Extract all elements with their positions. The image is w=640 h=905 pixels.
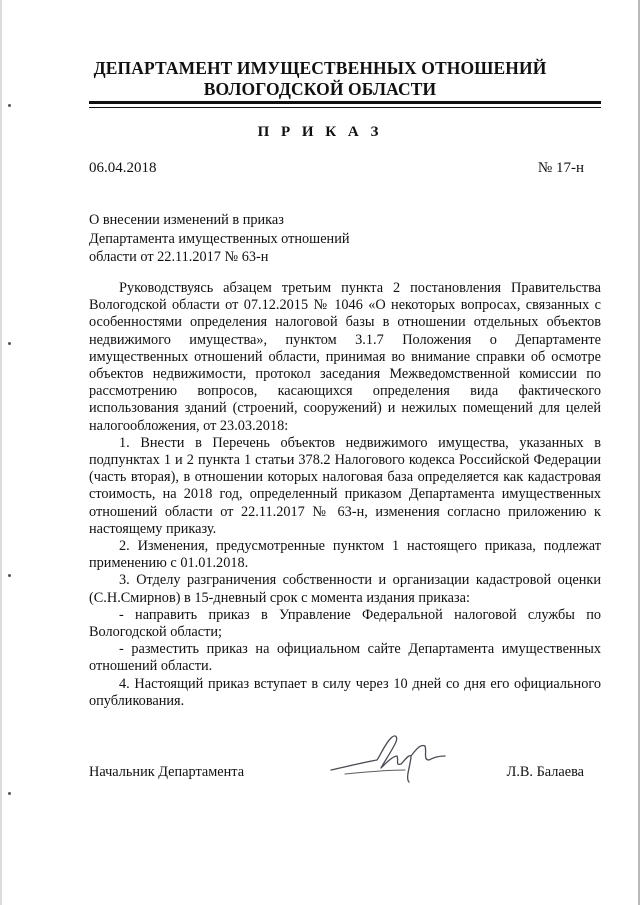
scan-mark xyxy=(8,574,11,577)
department-header xyxy=(0,58,640,100)
preamble-paragraph: Руководствуясь абзацем третьим пункта 2 постановления Правительства Вологодской области от 07.12.2015 № 1046 «О некоторых вопросах, связанных с особенностями определения налоговой базы в отношении отдельных объектов недвижимого имущества», пунктом 3.1.7 Положения о Департаменте имущественных отношений области, принимая во внимание справки об осмотре объектов недвижимости, протокол заседания Межведомственной комиссии по рассмотрению вопросов, касающихся определения вида фактического использования зданий (строений, сооружений) и нежилых помещений для целей налогообложения, от 23.03.2018: xyxy=(89,280,601,434)
header-line-1: ДЕПАРТАМЕНТ ИМУЩЕСТВЕННЫХ ОТНОШЕНИЙ xyxy=(93,58,547,78)
scan-mark xyxy=(8,792,11,795)
handwritten-signature xyxy=(325,726,465,786)
item-2-paragraph: 2. Изменения, предусмотренные пунктом 1 настоящего приказа, подлежат применению с 01.01.2018. xyxy=(89,538,601,572)
document-date: 06.04.2018 xyxy=(89,160,157,176)
item-3-subitem: - разместить приказ на официальном сайте Департамента имущественных отношений области. xyxy=(89,641,601,675)
signatory-name: Л.В. Балаева xyxy=(506,764,584,780)
header-line-2: ВОЛОГОДСКОЙ ОБЛАСТИ xyxy=(203,79,437,99)
signatory-position: Начальник Департамента xyxy=(89,764,245,780)
item-1-paragraph: 1. Внести в Перечень объектов недвижимого имущества, указанных в подпунктах 1 и 2 пункта 1 статьи 378.2 Налогового кодекса Российской Федерации (часть вторая), в отношении которых налоговая база определяется как кадастровая стоимость, на 2018 год, определенный приказом Департамента имущественных отношений области от 22.11.2017 № 63-н, изменения согласно приложению к настоящему приказу. xyxy=(89,434,601,537)
item-3-subitem: - направить приказ в Управление Федеральной налоговой службы по Вологодской области; xyxy=(89,606,601,641)
item-3-paragraph: 3. Отделу разграничения собственности и организации кадастровой оценки (С.Н.Смирнов) в 15-дневный срок с момента издания приказа: xyxy=(89,572,601,606)
subject-line: О внесении изменений в приказ xyxy=(89,212,284,228)
header-rule-thick xyxy=(89,101,601,104)
header-rule-thin xyxy=(89,107,601,108)
document-body xyxy=(89,280,601,710)
document-title: П Р И К А З xyxy=(257,124,383,140)
scan-mark xyxy=(8,104,11,107)
item-4-paragraph: 4. Настоящий приказ вступает в силу через 10 дней со дня его официального опубликования. xyxy=(89,675,601,709)
subject-line: области от 22.11.2017 № 63-н xyxy=(89,249,269,265)
document-number: № 17-н xyxy=(537,160,584,176)
scan-mark xyxy=(8,342,11,345)
subject-line: Департамента имущественных отношений xyxy=(89,230,350,247)
document-subject xyxy=(89,211,449,267)
